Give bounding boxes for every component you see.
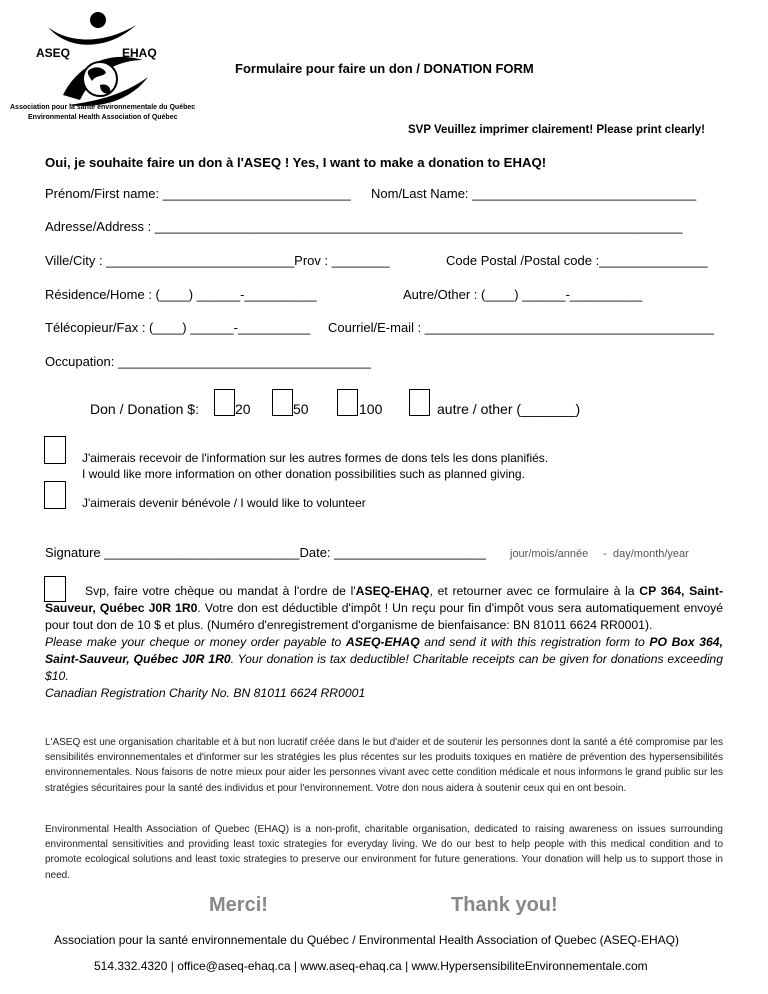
more-info-text-en: I would like more information on other donation possibilities such as planned giving. [82, 467, 525, 481]
form-title: Formulaire pour faire un don / DONATION FORM [235, 61, 534, 76]
thank-you-text: Thank you! [451, 894, 558, 916]
about-text-en: Environmental Health Association of Quebec (EHAQ) is a non-profit, charitable organisation, dedicated to raising awareness on issues surrounding environmental sensitivities and providing least toxic strategies for everyday living. We do our best to help people with this medical condition and to promote ecological solutions and least toxic strategies to preserve our environment for future generations. Your donation will help us to support those in need. [45, 824, 723, 881]
postal-code-field[interactable]: Code Postal /Postal code :_______________ [446, 253, 708, 268]
payment-fr-text-3: . Votre don est déductible d'impôt ! Un reçu pour fin d'impôt vous sera automatiquement envoyé pour tout don de 10 $ et plus. (Numéro d'enregistrement d'organisme de bienfaisance: BN 81011 6624 RR0001). [45, 601, 724, 632]
date-format-fr: jour/mois/année [510, 548, 589, 560]
charity-registration: Canadian Registration Charity No. BN 81011 6624 RR0001 [45, 686, 366, 700]
org-line: Association pour la santé environnementale du Québec / Environmental Health Association of Quebec (ASEQ-EHAQ) [54, 933, 680, 947]
address-field[interactable]: Adresse/Address : _________________________________________________________________________ [45, 219, 683, 234]
logo-text-ehaq: EHAQ [122, 46, 157, 60]
donation-20-label: 20 [235, 401, 251, 417]
logo-caption-en: Environmental Health Association of Québec [28, 114, 178, 121]
donation-50-checkbox[interactable] [272, 389, 293, 416]
date-format-sep: - [603, 548, 607, 560]
volunteer-text: J'aimerais devenir bénévole / I would like to volunteer [82, 496, 366, 510]
donation-heading: Oui, je souhaite faire un don à l'ASEQ ! Yes, I want to make a donation to EHAQ! [45, 155, 547, 170]
other-phone-field[interactable]: Autre/Other : (____) ______-__________ [403, 287, 643, 302]
email-field[interactable]: Courriel/E-mail : ________________________________________ [328, 320, 714, 335]
merci-text: Merci! [209, 894, 268, 916]
payment-fr-text-1: Svp, faire votre chèque ou mandat à l'ordre de l' [85, 584, 356, 598]
logo-caption-fr: Association pour la santé environnementale du Québec [10, 104, 196, 111]
donation-amount-label: Don / Donation $: [90, 401, 199, 417]
donation-20-checkbox[interactable] [214, 389, 235, 416]
fax-field[interactable]: Télécopieur/Fax : (____) ______-__________ [45, 320, 311, 335]
payment-fr-text-2: , et retourner avec ce formulaire à la [429, 584, 640, 598]
payment-en-text-1: Please make your cheque or money order payable to [45, 635, 346, 649]
payment-fr-payee: ASEQ-EHAQ [355, 584, 430, 598]
payment-en-payee: ASEQ-EHAQ [345, 635, 420, 649]
home-phone-field[interactable]: Résidence/Home : (____) ______-__________ [45, 287, 317, 302]
occupation-field[interactable]: Occupation: ___________________________________ [45, 354, 372, 369]
payment-instructions-fr [45, 583, 723, 634]
donation-other-label: autre / other (_______) [437, 401, 581, 417]
logo-text-aseq: ASEQ [36, 46, 71, 60]
volunteer-checkbox[interactable] [44, 481, 66, 509]
about-text-fr: L'ASEQ est une organisation charitable et à but non lucratif créée dans le but d'aider et de soutenir les personnes dont la santé a été compromise par les sensibilités environnementales et d'informer sur les stratégies les plus récentes sur les produits toxiques en matière de prévention des hypersensibilités environnementales. Nous faisons de notre mieux pour aider les personnes vivant avec cette condition médicale et nous informons le grand public sur les stratégies sécuritaires pour la santé des individus et pour l'environnement. Votre don nous aidera à soutenir ceux qui en ont besoin. [45, 737, 723, 794]
last-name-field[interactable]: Nom/Last Name: _______________________________ [371, 186, 697, 201]
more-info-text-fr: J'aimerais recevoir de l'information sur les autres formes de dons tels les dons planifiés. [82, 451, 549, 465]
donation-100-label: 100 [359, 401, 383, 417]
donation-100-checkbox[interactable] [337, 389, 358, 416]
more-info-checkbox[interactable] [44, 436, 66, 464]
signature-date-line[interactable]: Signature ___________________________Date: _____________________ [45, 545, 486, 560]
payment-instructions [45, 583, 723, 702]
payment-en-address: PO Box 364, Saint-Sauveur, Québec J0R 1R0 [45, 635, 723, 666]
city-prov-field[interactable]: Ville/City : __________________________Prov : ________ [45, 253, 390, 268]
donation-other-checkbox[interactable] [409, 389, 430, 416]
payment-fr-address: CP 364, Saint-Sauveur, Québec J0R 1R0 [45, 584, 723, 615]
payment-instructions-en [45, 634, 723, 685]
payment-en-text-2: and send it with this registration form to [419, 635, 650, 649]
contact-line[interactable]: 514.332.4320 | office@aseq-ehaq.ca | www.aseq-ehaq.ca | www.HypersensibiliteEnvironnementale.com [94, 959, 648, 973]
donation-50-label: 50 [293, 401, 309, 417]
print-clearly-note: SVP Veuillez imprimer clairement! Please print clearly! [408, 124, 706, 136]
first-name-field[interactable]: Prénom/First name: __________________________ [45, 186, 351, 201]
payment-en-text-3: . Your donation is tax deductible! Charitable receipts can be given for donations exceeding $10. [45, 652, 723, 683]
date-format-en: day/month/year [613, 548, 689, 560]
